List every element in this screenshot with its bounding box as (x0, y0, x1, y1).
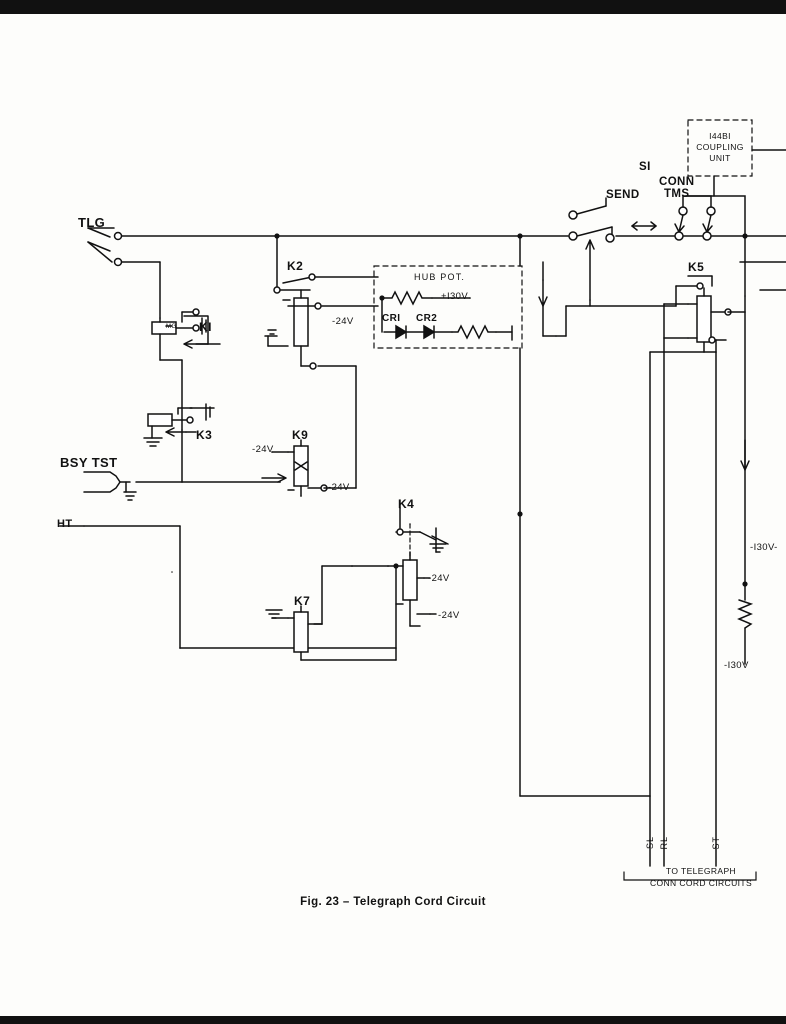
label-plus-130v: +I30V (441, 291, 469, 302)
label-hub-pot: HUB POT. (414, 272, 466, 282)
coupling-unit-line-2: COUPLING (696, 142, 744, 152)
label-ht: HT (57, 518, 73, 530)
voltage-k4-top: -24V (428, 573, 450, 584)
label-bsy-tst: BSY TST (60, 455, 118, 470)
voltage-k9-bottom: -24V (328, 482, 350, 493)
relay-label-k2: K2 (287, 259, 304, 273)
relay-label-k4: K4 (398, 497, 415, 511)
relay-label-k1: KI (199, 320, 212, 334)
voltage-minus-130v-bottom: -I30V (724, 660, 749, 671)
relay-label-k9: K9 (292, 428, 309, 442)
label-send: SEND (606, 189, 640, 201)
label-cr1: CRI (382, 313, 401, 324)
bundle-caption-line-2: CONN CORD CIRCUITS (649, 878, 753, 888)
figure-caption: Fig. 23 – Telegraph Cord Circuit (300, 896, 486, 908)
voltage-minus-130v-mid: -I30V- (750, 542, 778, 553)
bundle-caption-line-1: TO TELEGRAPH (665, 866, 737, 876)
coupling-unit-line-1: I44BI (709, 131, 731, 141)
relay-label-k7: K7 (294, 594, 311, 608)
terminal-label-rl: RL (659, 836, 669, 850)
terminal-label-sl: SL (645, 836, 655, 850)
label-s1: SI (639, 161, 651, 173)
label-cr2: CR2 (416, 313, 438, 324)
label-mg: MG (166, 324, 177, 330)
voltage-k4-bottom: -24V (438, 610, 460, 621)
voltage-k9-top: -24V (252, 444, 274, 455)
label-conn: CONN (659, 176, 695, 188)
relay-label-k5: K5 (688, 260, 705, 274)
label-tms: TMS (664, 188, 690, 200)
terminal-label-st: ST (711, 836, 721, 850)
coupling-unit-line-3: UNIT (709, 153, 731, 163)
label-tlg: TLG (78, 215, 106, 230)
relay-label-k3: K3 (196, 428, 213, 442)
voltage-k2: -24V (332, 316, 354, 327)
